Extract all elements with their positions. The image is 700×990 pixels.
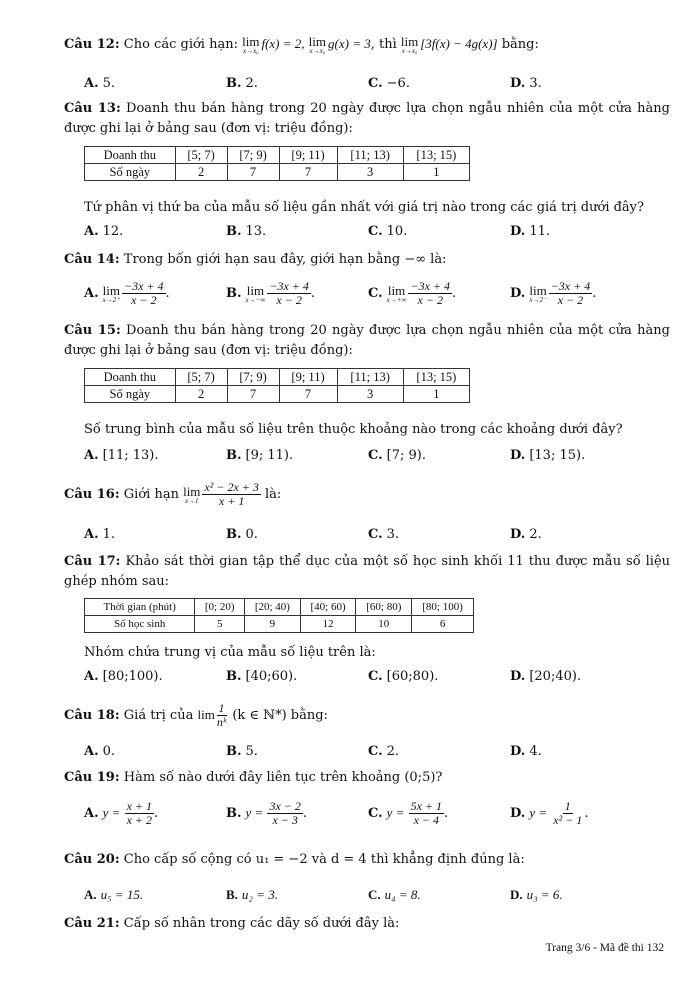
math-expr: f(x) = 2, xyxy=(261,36,305,51)
data-table: Thời gian (phút) [0; 20) [20; 40) [40; 60) [60; 80) [80; 100) Số học sinh 5 9 12 10 6 xyxy=(84,598,474,633)
question-13-ask: Tứ phân vị thứ ba của mẫu số liệu gần nhất với giá trị nào trong các giá trị dưới đây? xyxy=(84,200,644,215)
option-b[interactable]: B. 0. xyxy=(226,527,258,542)
option-b[interactable]: B. 5. xyxy=(226,744,258,759)
option-c[interactable]: C. lim x→+∞ $\frac{-3x + 4}{x - 2}$ . xyxy=(368,279,457,308)
question-label: Câu 15: xyxy=(64,323,121,338)
question-15 xyxy=(64,321,670,361)
question-13 xyxy=(64,99,670,139)
option-b[interactable]: B. [40;60). xyxy=(226,669,298,684)
question-label: Câu 17: xyxy=(64,554,121,569)
question-text: Cấp số nhân trong các dãy số dưới đây là: xyxy=(123,916,400,931)
question-label: Câu 16: xyxy=(64,487,120,502)
fraction: $\frac{\text{x² − 2x + 3}}{x + 1}$ xyxy=(204,479,259,508)
option-c[interactable]: C. −6. xyxy=(368,76,410,91)
option-d[interactable]: D. lim x→2⁻ $\frac{-3x + 4}{x - 2}$ . xyxy=(510,279,597,308)
data-table: Doanh thu [5; 7) [7; 9) [9; 11) [11; 13) [13; 15) Số ngày 2 7 7 3 1 xyxy=(84,368,470,403)
option-c[interactable]: C. [60;80). xyxy=(368,669,439,684)
question-text: Hàm số nào dưới đây liên tục trên khoảng (0;5)? xyxy=(123,770,443,785)
question-16: Câu 16: Giới hạn lim x→1 $\frac{\text{x² − 2x + 3}}{x + 1}$ là: xyxy=(64,479,282,508)
options-row xyxy=(64,73,664,95)
option-c[interactable]: C. y = $\frac{5x + 1}{x - 4}$ . xyxy=(368,799,449,828)
question-text: Cho các giới hạn: xyxy=(123,37,238,52)
page-footer: Trang 3/6 - Mã đề thi 132 xyxy=(545,942,664,954)
question-text: Doanh thu bán hàng trong 20 ngày được lựa chọn ngẫu nhiên của một cửa hàng được ghi lại ở bảng sau (đơn vị: triệu đồng): xyxy=(64,101,671,136)
option-b[interactable]: B. y = $\frac{3x - 2}{x - 3}$ . xyxy=(226,799,308,828)
question-17-ask: Nhóm chứa trung vị của mẫu số liệu trên là: xyxy=(84,645,376,660)
question-label: Câu 20: xyxy=(64,852,120,867)
options-row xyxy=(64,800,664,834)
question-19 xyxy=(64,768,670,788)
option-c[interactable]: C. 3. xyxy=(368,527,400,542)
option-d[interactable]: D. [20;40). xyxy=(510,669,582,684)
option-a[interactable]: A. 12. xyxy=(84,224,124,239)
option-c[interactable]: C. 2. xyxy=(368,744,400,759)
option-a[interactable]: A. y = $\frac{x + 1}{x + 2}$ . xyxy=(84,799,159,828)
question-14 xyxy=(64,250,670,270)
question-18: Câu 18: Giá trị của lim $\frac{1}{\text{nᵏ}}$ (k ∈ ℕ*) bằng: xyxy=(64,700,328,729)
options-row xyxy=(64,741,664,763)
option-c[interactable]: C. 10. xyxy=(368,224,408,239)
option-b[interactable]: B. [9; 11). xyxy=(226,448,294,463)
option-a[interactable]: A. [11; 13). xyxy=(84,448,159,463)
option-b[interactable]: B. 2. xyxy=(226,76,258,91)
fraction: $\frac{1}{\text{nᵏ}}$ xyxy=(216,700,227,729)
option-a[interactable]: A. 0. xyxy=(84,744,116,759)
options-row xyxy=(64,524,664,546)
question-17 xyxy=(64,552,670,592)
limit-symbol: lim x→x₀ xyxy=(308,33,327,55)
option-d[interactable]: D. [13; 15). xyxy=(510,448,586,463)
question-text: Trong bốn giới hạn sau đây, giới hạn bằng −∞ là: xyxy=(123,252,447,267)
option-d[interactable]: D. 11. xyxy=(510,224,551,239)
options-row xyxy=(64,280,664,314)
option-d[interactable]: D. 3. xyxy=(510,76,542,91)
question-20 xyxy=(64,850,670,870)
option-d[interactable]: D. y = $\frac{1}{\text{x² − 1}}$ . xyxy=(510,799,589,828)
options-row xyxy=(64,666,664,688)
question-text: Cho cấp số cộng có u₁ = −2 và d = 4 thì khẳng định đúng là: xyxy=(123,852,525,867)
question-text: Khảo sát thời gian tập thể dục của một số học sinh khối 11 thu được mẫu số liệu ghép nhóm sau: xyxy=(64,554,671,589)
option-b[interactable]: B. u₂ = 3. xyxy=(226,887,278,902)
option-a[interactable]: A. 5. xyxy=(84,76,116,91)
limit-symbol: lim x→x₀ xyxy=(400,33,419,55)
question-label: Câu 13: xyxy=(64,101,121,116)
data-table: Doanh thu [5; 7) [7; 9) [9; 11) [11; 13) [13; 15) Số ngày 2 7 7 3 1 xyxy=(84,146,470,181)
option-d[interactable]: D. u₃ = 6. xyxy=(510,887,563,902)
option-a[interactable]: A. 1. xyxy=(84,527,116,542)
limit-symbol: lim x→1 xyxy=(183,483,201,505)
option-a[interactable]: A. lim x→2⁺ $\frac{-3x + 4}{x - 2}$ . xyxy=(84,279,170,308)
math-expr: g(x) = 3 xyxy=(328,36,371,51)
question-label: Câu 12: xyxy=(64,37,120,52)
question-label: Câu 18: xyxy=(64,708,120,723)
option-c[interactable]: C. u₄ = 8. xyxy=(368,887,421,902)
math-expr: [3f(x) − 4g(x)] xyxy=(420,36,498,51)
question-text: Doanh thu bán hàng trong 20 ngày được lựa chọn ngẫu nhiên của một cửa hàng được ghi lại ở bảng sau (đơn vị: triệu đồng): xyxy=(64,323,671,358)
question-label: Câu 14: xyxy=(64,252,120,267)
options-row xyxy=(64,884,664,906)
option-a[interactable]: A. u₅ = 15. xyxy=(84,887,144,902)
options-row xyxy=(64,221,664,243)
question-15-ask: Số trung bình của mẫu số liệu trên thuộc khoảng nào trong các khoảng dưới đây? xyxy=(84,422,623,437)
question-12: Câu 12: Cho các giới hạn: lim x→x₀ f(x) = 2, lim x→x₀ g(x) = 3, thì lim x→x₀ [3f(x) − 4g(x)] bằng: xyxy=(64,33,539,55)
option-c[interactable]: C. [7; 9). xyxy=(368,448,426,463)
question-21 xyxy=(64,914,670,934)
question-label: Câu 19: xyxy=(64,770,120,785)
option-d[interactable]: D. 4. xyxy=(510,744,542,759)
option-a[interactable]: A. [80;100). xyxy=(84,669,163,684)
options-row xyxy=(64,445,664,467)
limit-symbol: lim x→x₀ xyxy=(242,33,260,55)
option-b[interactable]: B. lim x→−∞ $\frac{-3x + 4}{x - 2}$ . xyxy=(226,279,316,308)
option-b[interactable]: B. 13. xyxy=(226,224,267,239)
option-d[interactable]: D. 2. xyxy=(510,527,542,542)
question-label: Câu 21: xyxy=(64,916,120,931)
